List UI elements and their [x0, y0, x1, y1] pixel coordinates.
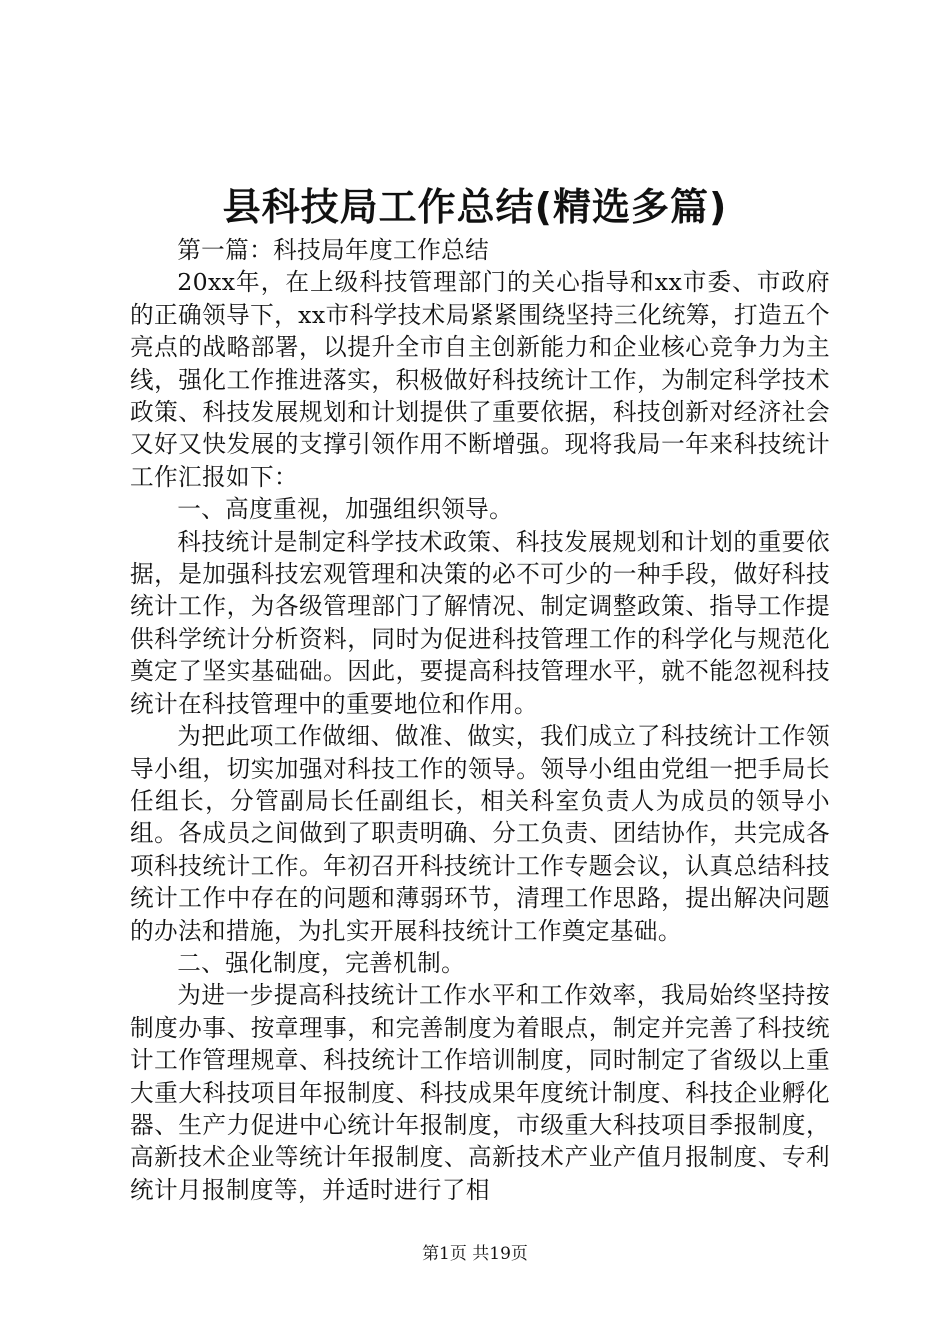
section-heading-3: 二、强化制度，完善机制。 [177, 948, 466, 977]
page-footer: 第1页 共19页 [422, 1244, 528, 1264]
paragraph-1: 20xx年，在上级科技管理部门的关心指导和xx市委、市政府的正确领导下，xx市科学技术局紧紧围绕坚持三化统筹，打造五个亮点的战略部署，以提升全市自主创新能力和企业核心竞争力为主线，强化工作推进落实，积极做好科技统计工作，为制定科学技术政策、科技发展规划和计划提供了重要依据，科技创新对经济社会又好又快发展的支撑引领作用不断增强。现将我局一年来科技统计工作汇报如下： [130, 268, 830, 491]
section-heading-2: 一、高度重视，加强组织领导。 [177, 495, 514, 524]
document-body [130, 234, 830, 1206]
paragraph-4: 为进一步提高科技统计工作水平和工作效率，我局始终坚持按制度办事、按章理事，和完善制度为着眼点，制定并完善了科技统计工作管理规章、科技统计工作培训制度，同时制定了省级以上重大重大科技项目年报制度、科技成果年度统计制度、科技企业孵化器、生产力促进中心统计年报制度，市级重大科技项目季报制度，高新技术企业等统计年报制度、高新技术产业产值月报制度、专利统计月报制度等，并适时进行了相 [130, 981, 830, 1204]
paragraph-3: 为把此项工作做细、做准、做实，我们成立了科技统计工作领导小组，切实加强对科技工作的领导。领导小组由党组一把手局长任组长，分管副局长任副组长，相关科室负责人为成员的领导小组。各成员之间做到了职责明确、分工负责、团结协作，共完成各项科技统计工作。年初召开科技统计工作专题会议，认真总结科技统计工作中存在的问题和薄弱环节，清理工作思路，提出解决问题的办法和措施，为扎实开展科技统计工作奠定基础。 [130, 722, 830, 945]
paragraph-2: 科技统计是制定科学技术政策、科技发展规划和计划的重要依据，是加强科技宏观管理和决策的必不可少的一种手段，做好科技统计工作，为各级管理部门了解情况、制定调整政策、指导工作提供科学统计分析资料，同时为促进科技管理工作的科学化与规范化奠定了坚实基础础。因此，要提高科技管理水平，就不能忽视科技统计在科技管理中的重要地位和作用。 [130, 527, 830, 718]
section-heading-1: 第一篇：科技局年度工作总结 [177, 236, 490, 264]
document-title: 县科技局工作总结(精选多篇) [222, 185, 728, 229]
